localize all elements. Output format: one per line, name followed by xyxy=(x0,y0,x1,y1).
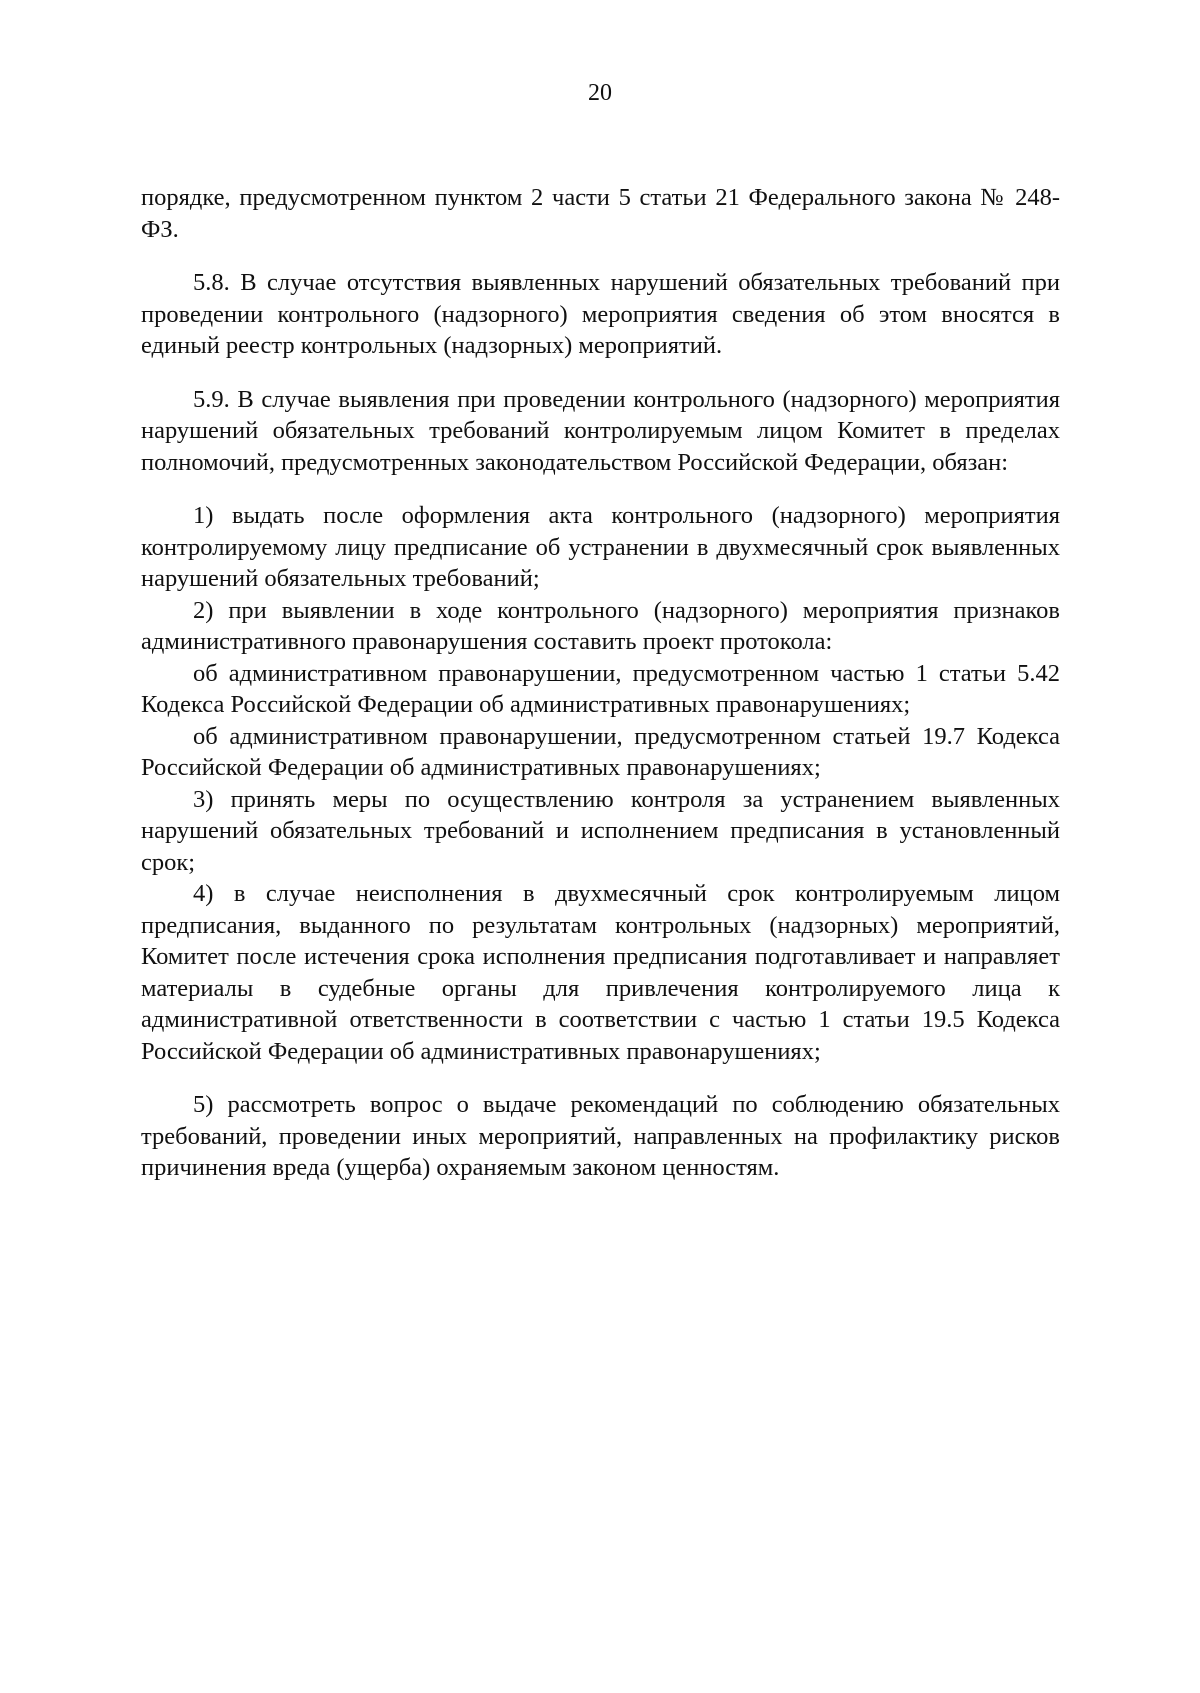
list-item-3: 3) принять меры по осуществлению контроля за устранением выявленных нарушений обязательных требований и исполнением предписания в установленный срок; xyxy=(141,785,1060,876)
document-body xyxy=(141,182,1060,1184)
list-item-2: 2) при выявлении в ходе контрольного (надзорного) мероприятия признаков административного правонарушения составить проект протокола: xyxy=(141,596,1060,655)
paragraph-continuation: порядке, предусмотренном пунктом 2 части 5 статьи 21 Федерального закона № 248-ФЗ. xyxy=(141,184,1060,243)
list-item-2-sub-b: об административном правонарушении, предусмотренном статьей 19.7 Кодекса Российской Федерации об административных правонарушениях; xyxy=(141,722,1060,781)
list-item-2-sub-a: об административном правонарушении, предусмотренном частью 1 статьи 5.42 Кодекса Российской Федерации об административных правонарушениях; xyxy=(141,659,1060,718)
paragraph-5-9: 5.9. В случае выявления при проведении контрольного (надзорного) мероприятия нарушений обязательных требований контролируемым лицом Комитет в пределах полномочий, предусмотренных законодательством Российской Федерации, обязан: xyxy=(141,385,1060,476)
paragraph-5-8: 5.8. В случае отсутствия выявленных нарушений обязательных требований при проведении контрольного (надзорного) мероприятия сведения об этом вносятся в единый реестр контрольных (надзорных) мероприятий. xyxy=(141,269,1060,359)
list-item-1: 1) выдать после оформления акта контрольного (надзорного) мероприятия контролируемому лицу предписание об устранении в двухмесячный срок выявленных нарушений обязательных требований; xyxy=(141,502,1060,592)
list-item-5: 5) рассмотреть вопрос о выдаче рекомендаций по соблюдению обязательных требований, проведении иных мероприятий, направленных на профилактику рисков причинения вреда (ущерба) охраняемым законом ценностям. xyxy=(141,1091,1060,1181)
page-number: 20 xyxy=(588,80,612,106)
list-item-4: 4) в случае неисполнения в двухмесячный срок контролируемым лицом предписания, выданного по результатам контрольных (надзорных) мероприятий, Комитет после истечения срока исполнения предписания подготавливает и направляет материалы в судебные органы для привлечения контролируемого лица к административной ответственности в соответствии с частью 1 статьи 19.5 Кодекса Российской Федерации об административных правонарушениях; xyxy=(141,880,1060,1065)
